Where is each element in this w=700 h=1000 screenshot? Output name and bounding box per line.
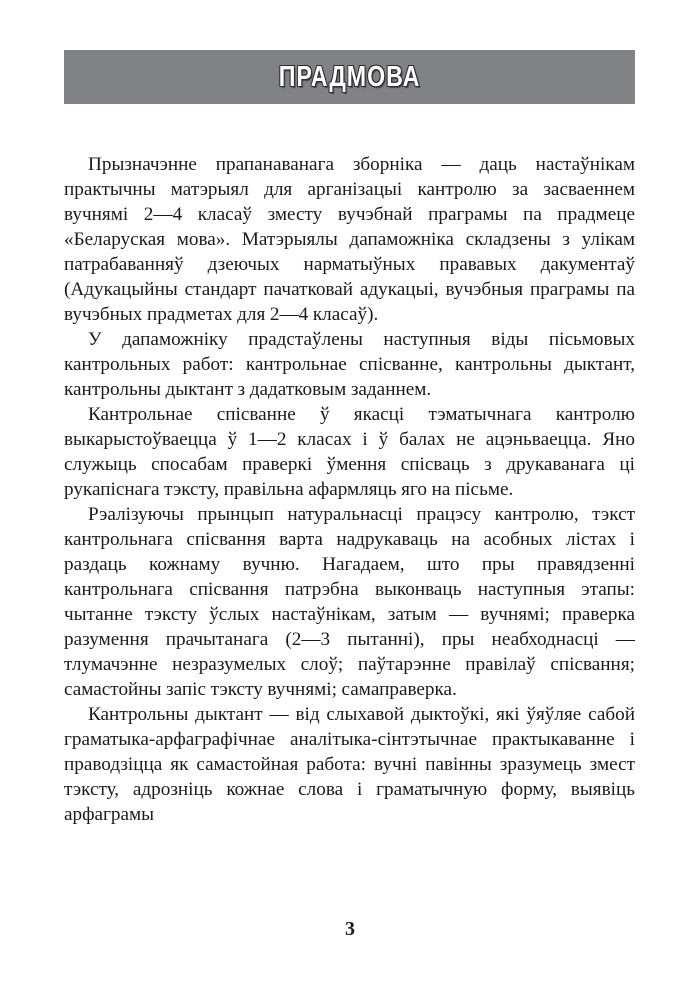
page-title: ПРАДМОВА [278,60,421,93]
paragraph: Рэалізуючы прынцып натуральнасці працэсу кантролю, тэкст кантрольнага спісвання варта надрукаваць на асобных лістах і раздаць кожнаму вучню. Нагадаем, што пры правядзенні кантрольнага спісвання патрэбна выконваць наступныя этапы: чытанне тэксту ўслых настаўнікам, затым — вучнямі; праверка разумення прачытанага (2—3 пытанні), пры неабходнасці — тлумачэнне незразумелых слоў; паўтарэнне правілаў спісвання; самастойны запіс тэксту вучнямі; самаправерка. [64,504,635,700]
paragraph: Кантрольны дыктант — від слыхавой дыктоўкі, які ўяўляе сабой граматыка-арфаграфічнае аналітыка-сінтэтычнае практыкаванне і праводзіцца як самастойная работа: вучні павінны зразумець змест тэксту, адрозніць кожнае слова і граматычную форму, выявіць арфаграмы [64,704,635,825]
paragraph: У дапаможніку прадстаўлены наступныя віды пісьмовых кантрольных работ: кантрольнае спісванне, кантрольны дыктант, кантрольны дыктант з дадатковым заданнем. [64,329,635,400]
section-heading-banner [64,50,635,104]
paragraph: Кантрольнае спісванне ў якасці тэматычнага кантролю выкарыстоўваецца ў 1—2 класах і ў балах не ацэньваецца. Яно служыць спосабам праверкі ўмення спісваць з друкаванага ці рукапіснага тэксту, правільна афармляць яго на пісьме. [64,404,635,500]
page-number: 3 [345,918,355,940]
body-text-column [64,152,635,827]
paragraph: Прызначэнне прапанаванага зборніка — даць настаўнікам практычны матэрыял для арганізацыі кантролю за засваеннем вучнямі 2—4 класаў зместу вучэбнай праграмы па прадмеце «Беларуская мова». Матэрыялы дапаможніка складзены з улікам патрабаванняў дзеючых нарматыўных прававых дакументаў (Адукацыйны стандарт пачатковай адукацыі, вучэбныя праграмы па вучэбных прадметах для 2—4 класаў). [64,154,635,325]
